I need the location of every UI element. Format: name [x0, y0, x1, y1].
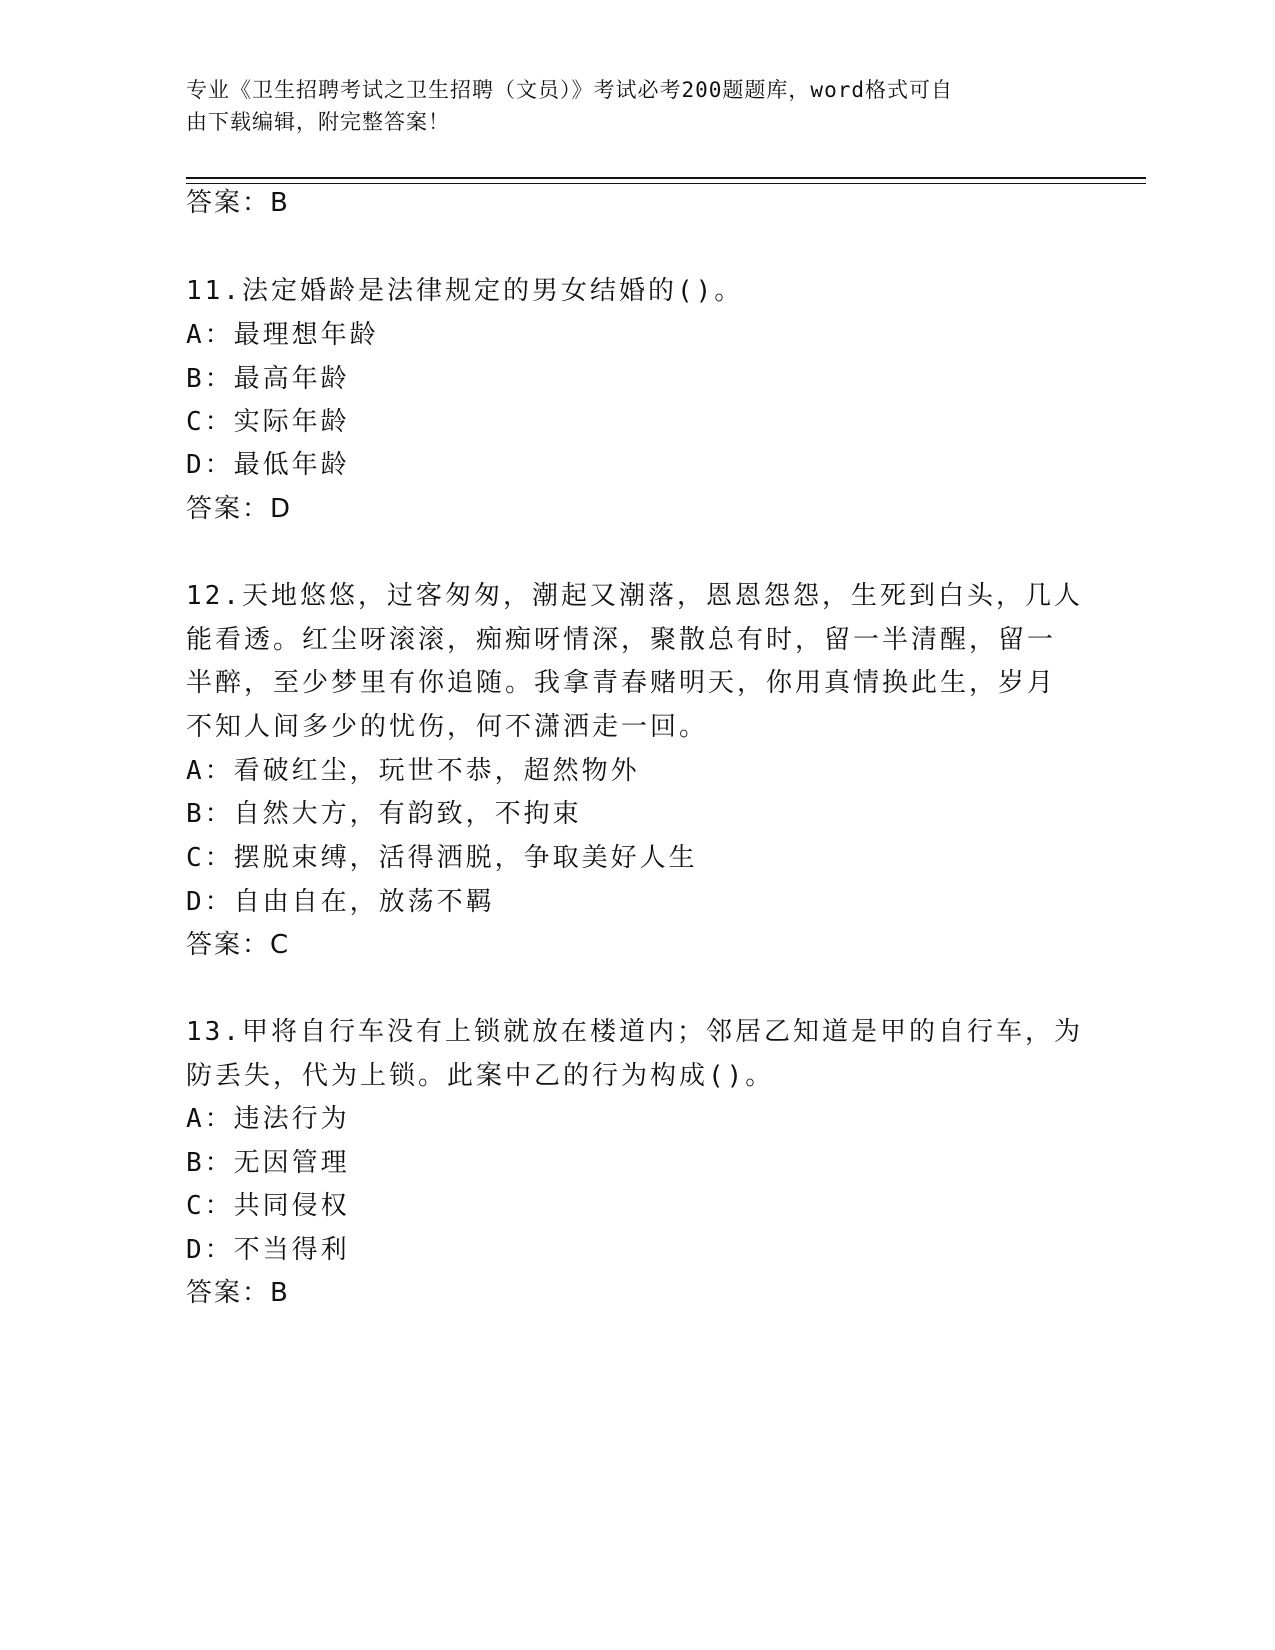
- q13-answer: 答案：B: [186, 1278, 290, 1308]
- q12-question-line-4: 不知人间多少的忧伤，何不潇洒走一回。: [186, 712, 709, 742]
- q11-option-c: C：实际年龄: [186, 407, 350, 437]
- q12-question-line-2: 能看透。红尘呀滚滚，痴痴呀情深，聚散总有时，留一半清醒，留一: [186, 625, 1057, 655]
- q12-option-b: B：自然大方，有韵致，不拘束: [186, 799, 582, 829]
- q11-option-a: A：最理想年龄: [186, 320, 379, 350]
- q11-question: 11.法定婚龄是法律规定的男女结婚的()。: [186, 276, 744, 306]
- previous-answer: 答案：B: [186, 188, 290, 218]
- q12-question-line-1: 12.天地悠悠，过客匆匆，潮起又潮落，恩恩怨怨，生死到白头，几人: [186, 581, 1083, 611]
- q13-question-line-2: 防丢失，代为上锁。此案中乙的行为构成()。: [186, 1061, 775, 1091]
- header-rule-thin: [186, 183, 1146, 184]
- q13-option-a: A：违法行为: [186, 1104, 350, 1134]
- q11-option-d: D：最低年龄: [186, 450, 350, 480]
- q13-option-b: B：无因管理: [186, 1148, 350, 1178]
- header-rule-thick: [186, 177, 1146, 179]
- header-line-2: 由下载编辑，附完整答案！: [186, 110, 450, 134]
- q12-question-line-3: 半醉，至少梦里有你追随。我拿青春赌明天，你用真情换此生，岁月: [186, 668, 1057, 698]
- q11-answer: 答案：D: [186, 494, 293, 524]
- q12-option-d: D：自由自在，放荡不羁: [186, 887, 495, 917]
- q12-option-a: A：看破红尘，玩世不恭，超然物外: [186, 756, 640, 786]
- q12-answer: 答案：C: [186, 930, 291, 960]
- q11-option-b: B：最高年龄: [186, 364, 350, 394]
- q13-question-line-1: 13.甲将自行车没有上锁就放在楼道内；邻居乙知道是甲的自行车，为: [186, 1017, 1083, 1047]
- q13-option-d: D：不当得利: [186, 1235, 350, 1265]
- document-header: [186, 74, 1076, 138]
- header-line-1: 专业《卫生招聘考试之卫生招聘（文员）》考试必考200题题库，word格式可自: [186, 78, 953, 102]
- q12-option-c: C：摆脱束缚，活得洒脱，争取美好人生: [186, 843, 698, 873]
- q13-option-c: C：共同侵权: [186, 1191, 350, 1221]
